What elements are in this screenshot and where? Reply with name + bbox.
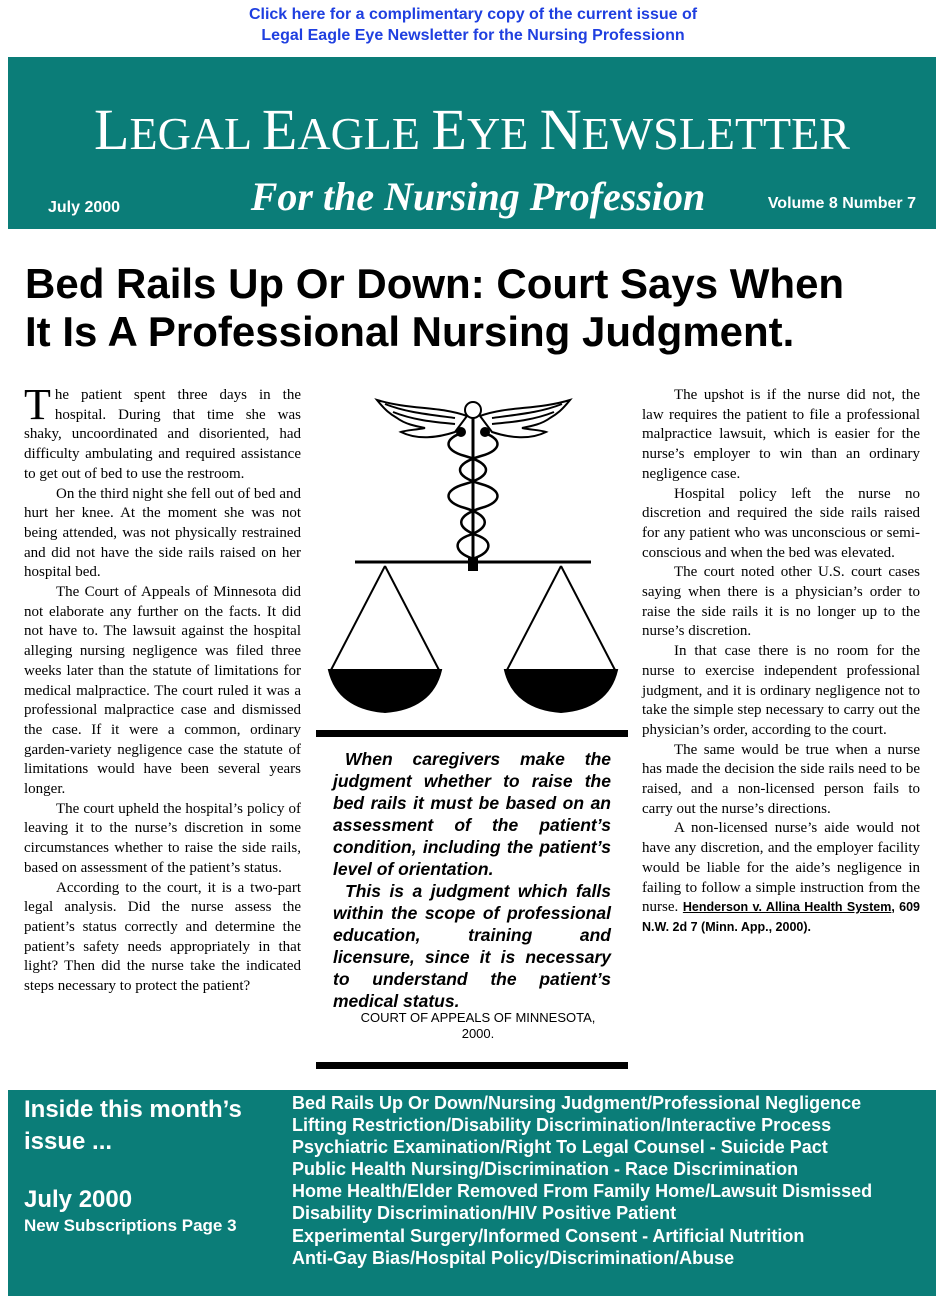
scales-of-justice-icon (329, 558, 617, 712)
masthead-title: LEGAL EAGLE EYE NEWSLETTER (94, 97, 850, 162)
inside-heading: Inside this month’s issue ... (24, 1096, 242, 1155)
issue-date: July 2000 (48, 199, 121, 216)
pull-quote (333, 748, 611, 1012)
drop-cap: T (24, 380, 51, 429)
paragraph: A non-licensed nurse’s aide would not have any discretion, and the employer facility would be liable for the aide’s negligence in failing to follow a simple instruction from the nurse. Henderson v. Allina Health System, 609 N.W. 2d 7 (Minn. App., 2000). (642, 820, 921, 934)
case-citation: Henderson v. Allina Health System, 609 N.W. 2d 7 (Minn. App., 2000). (642, 900, 921, 934)
paragraph: Hospital policy left the nurse no discretion and required the side rails raised for any patient who was unconscious or semi-conscious and when the bed was elevated. (642, 485, 920, 561)
topic-item[interactable]: Bed Rails Up Or Down/Nursing Judgment/Professional Negligence (292, 1093, 862, 1113)
paragraph: The patient spent three days in the hospital. During that time she was shaky, uncoordinated and disoriented, had difficulty ambulating and required assistance to get out of bed to use the restroom. (24, 380, 301, 482)
caduceus-scales-svg (315, 388, 630, 718)
quote-rule-bottom (316, 1062, 628, 1069)
masthead-subtitle: For the Nursing Profession (250, 174, 706, 219)
volume-number: Volume 8 Number 7 (767, 195, 916, 212)
masthead (8, 57, 936, 229)
topic-list (292, 1092, 932, 1269)
paragraph: The Court of Appeals of Minnesota did not elaborate any further on the facts. It did not have to. The lawsuit against the hospital alleging nursing negligence was filed three weeks later than the statute of limitations for medical malpractice. The court ruled it was a professional malpractice case and dismissed the case. If it were a common, ordinary garden-variety negligence case the statute of limitations would have been several years longer. (24, 584, 301, 798)
subscriptions-link[interactable]: New Subscriptions Page 3 (24, 1216, 237, 1235)
paragraph: According to the court, it is a two-part legal analysis. Did the nurse assess the patient’s status correctly and determine the patient’s safety needs appropriately in that light? Then did the nurse take the indicated steps necessary to protect the patient? (24, 879, 301, 995)
paragraph: The upshot is if the nurse did not, the law requires the patient to file a professional malpractice lawsuit, which is easier for the nurse’s employer to win than an ordinary negligence case. (642, 387, 920, 482)
topic-item[interactable]: Experimental Surgery/Informed Consent - Artificial Nutrition (292, 1225, 805, 1246)
topic-item[interactable]: Disability Discrimination/HIV Positive Patient (292, 1203, 677, 1224)
promo-line-2[interactable]: Legal Eagle Eye Newsletter for the Nursing Professionn (261, 27, 685, 44)
quote-rule-top (316, 730, 628, 737)
medical-legal-illustration (315, 388, 630, 718)
pull-quote-citation: COURT OF APPEALS OF MINNESOTA, 2000. (360, 1010, 596, 1041)
right-column (642, 386, 920, 938)
topic-item[interactable]: Psychiatric Examination/Right To Legal Counsel - Suicide Pact (292, 1137, 828, 1158)
promo-line-1[interactable]: Click here for a complimentary copy of the current issue of (248, 6, 698, 23)
pull-quote-paragraph: When caregivers make the judgment whether to raise the bed rails it must be based on an assessment of the patient’s condition, including the patient’s level of orientation. (333, 749, 611, 879)
headline-line-1: Bed Rails Up Or Down: Court Says When (25, 260, 845, 307)
headline-line-2: It Is A Professional Nursing Judgment. (25, 308, 795, 355)
paragraph: The court noted other U.S. court cases saying when there is a physician’s order to raise the side rails it is no longer up to the nurse’s discretion. (642, 564, 920, 640)
paragraph: In that case there is no room for the nurse to exercise independent professional judgment, and it is ordinary negligence not to take the simple step necessary to carry out the physician’s order, according to the court. (642, 643, 920, 738)
paragraph: The court upheld the hospital’s policy of leaving it to the nurse’s discretion in some circumstances whether to raise the side rails, based on assessment of the patient’s status. (24, 800, 301, 876)
pull-quote-paragraph: This is a judgment which falls within the scope of professional education, training and licensure, since it is necessary to understand the patient’s medical status. (333, 881, 611, 1011)
article-headline (25, 260, 925, 356)
footer-date: July 2000 (24, 1186, 133, 1213)
promo-link[interactable] (0, 4, 946, 46)
caduceus-icon (377, 400, 570, 566)
paragraph: The same would be true when a nurse has made the decision the side rails need to be raised, and a non-licensed person fails to carry out the nurse’s directions. (642, 741, 920, 817)
topic-item[interactable]: Public Health Nursing/Discrimination - Race Discrimination (292, 1159, 799, 1180)
left-column (24, 380, 301, 997)
topic-item[interactable]: Home Health/Elder Removed From Family Home/Lawsuit Dismissed (292, 1181, 873, 1202)
issue-contents-footer (8, 1090, 936, 1296)
paragraph: On the third night she fell out of bed and hurt her knee. At the moment she was not being attended, was not physically restrained and did not have the side rails raised on her hospital bed. (24, 485, 301, 581)
topic-item[interactable]: Anti-Gay Bias/Hospital Policy/Discrimination/Abuse (292, 1247, 735, 1268)
topic-item[interactable]: Lifting Restriction/Disability Discrimination/Interactive Process (292, 1115, 832, 1136)
case-name: Henderson v. Allina Health System (682, 900, 892, 915)
